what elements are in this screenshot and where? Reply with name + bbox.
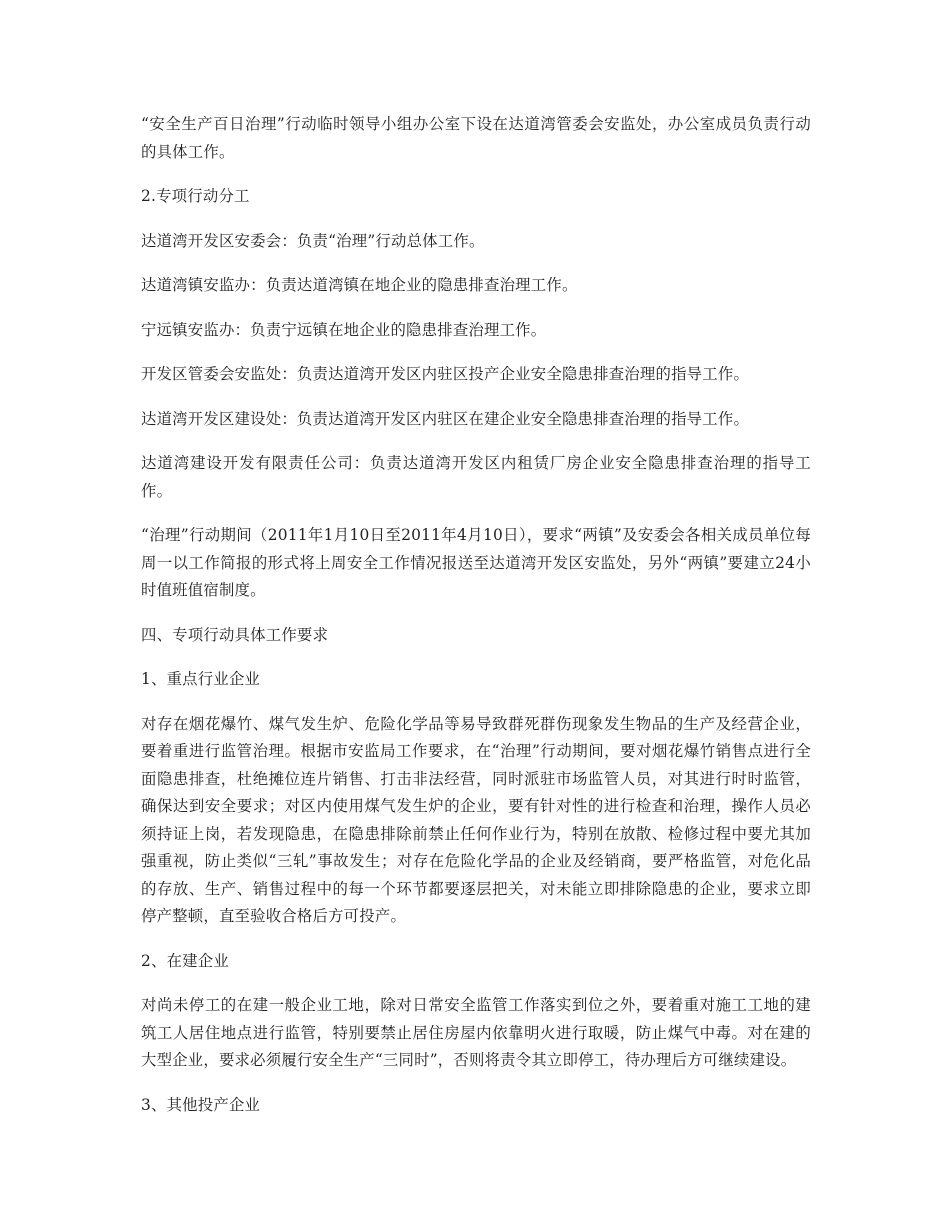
- paragraph-development-company: 达道湾建设开发有限责任公司：负责达道湾开发区内租赁厂房企业安全隐患排查治理的指导工作。: [141, 454, 811, 500]
- document-page: [141, 111, 811, 1136]
- paragraph-action-period: “治理”行动期间（2011年1月10日至2011年4月10日），要求“两镇”及安委会各相关成员单位每周一以工作简报的形式将上周安全工作情况报送至达道湾开发区安监处，另外“两镇”要建立24小时值班值宿制度。: [141, 526, 811, 599]
- paragraph-safety-supervision-office: 开发区管委会安监处：负责达道湾开发区内驻区投产企业安全隐患排查治理的指导工作。: [141, 365, 750, 383]
- paragraph-safety-committee: 达道湾开发区安委会：负责“治理”行动总体工作。: [141, 231, 485, 250]
- paragraph-key-industries: 对存在烟花爆竹、煤气发生炉、危险化学品等易导致群死群伤现象发生物品的生产及经营企业，要着重进行监管治理。根据市安监局工作要求，在“治理”行动期间，要对烟花爆竹销售点进行全面隐患排查，杜绝摊位连片销售、打击非法经营，同时派驻市场监管人员，对其进行时时监管，确保达到安全要求；对区内使用煤气发生炉的企业，要有针对性的进行检查和治理，操作人员必须持证上岗，若发现隐患，在隐患排除前禁止任何作业行为，特别在放散、检修过程中要尤其加强重视，防止类似“三轧”事故发生；对存在危险化学品的企业及经销商，要严格监管，对危化品的存放、生产、销售过程中的每一个环节都要逐层把关，对未能立即排除隐患的企业，要求立即停产整顿，直至验收合格后方可投产。: [141, 714, 811, 925]
- heading-section-four: 四、专项行动具体工作要求: [141, 625, 329, 644]
- paragraph-construction-office: 达道湾开发区建设处：负责达道湾开发区内驻区在建企业安全隐患排查治理的指导工作。: [141, 409, 750, 428]
- paragraph-dadaowan-town: 达道湾镇安监办：负责达道湾镇在地企业的隐患排查治理工作。: [141, 276, 578, 294]
- heading-division-of-work: 2.专项行动分工: [141, 187, 250, 205]
- heading-key-industries: 1、重点行业企业: [141, 670, 261, 688]
- paragraph-construction-enterprises: 对尚未停工的在建一般企业工地，除对日常安全监管工作落实到位之外，要着重对施工工地的建筑工人居住地点进行监管，特别要禁止居住房屋内依靠明火进行取暖，防止煤气中毒。对在建的大型企业，要求必须履行安全生产“三同时”，否则将责令其立即停工，待办理后方可继续建设。: [141, 996, 811, 1069]
- heading-construction-enterprises: 2、在建企业: [141, 951, 229, 970]
- heading-other-enterprises: 3、其他投产企业: [141, 1095, 261, 1114]
- paragraph-office-setup: “安全生产百日治理”行动临时领导小组办公室下设在达道湾管委会安监处，办公室成员负责行动的具体工作。: [141, 115, 811, 161]
- paragraph-ningyuan-town: 宁远镇安监办：负责宁远镇在地企业的隐患排查治理工作。: [141, 320, 547, 339]
